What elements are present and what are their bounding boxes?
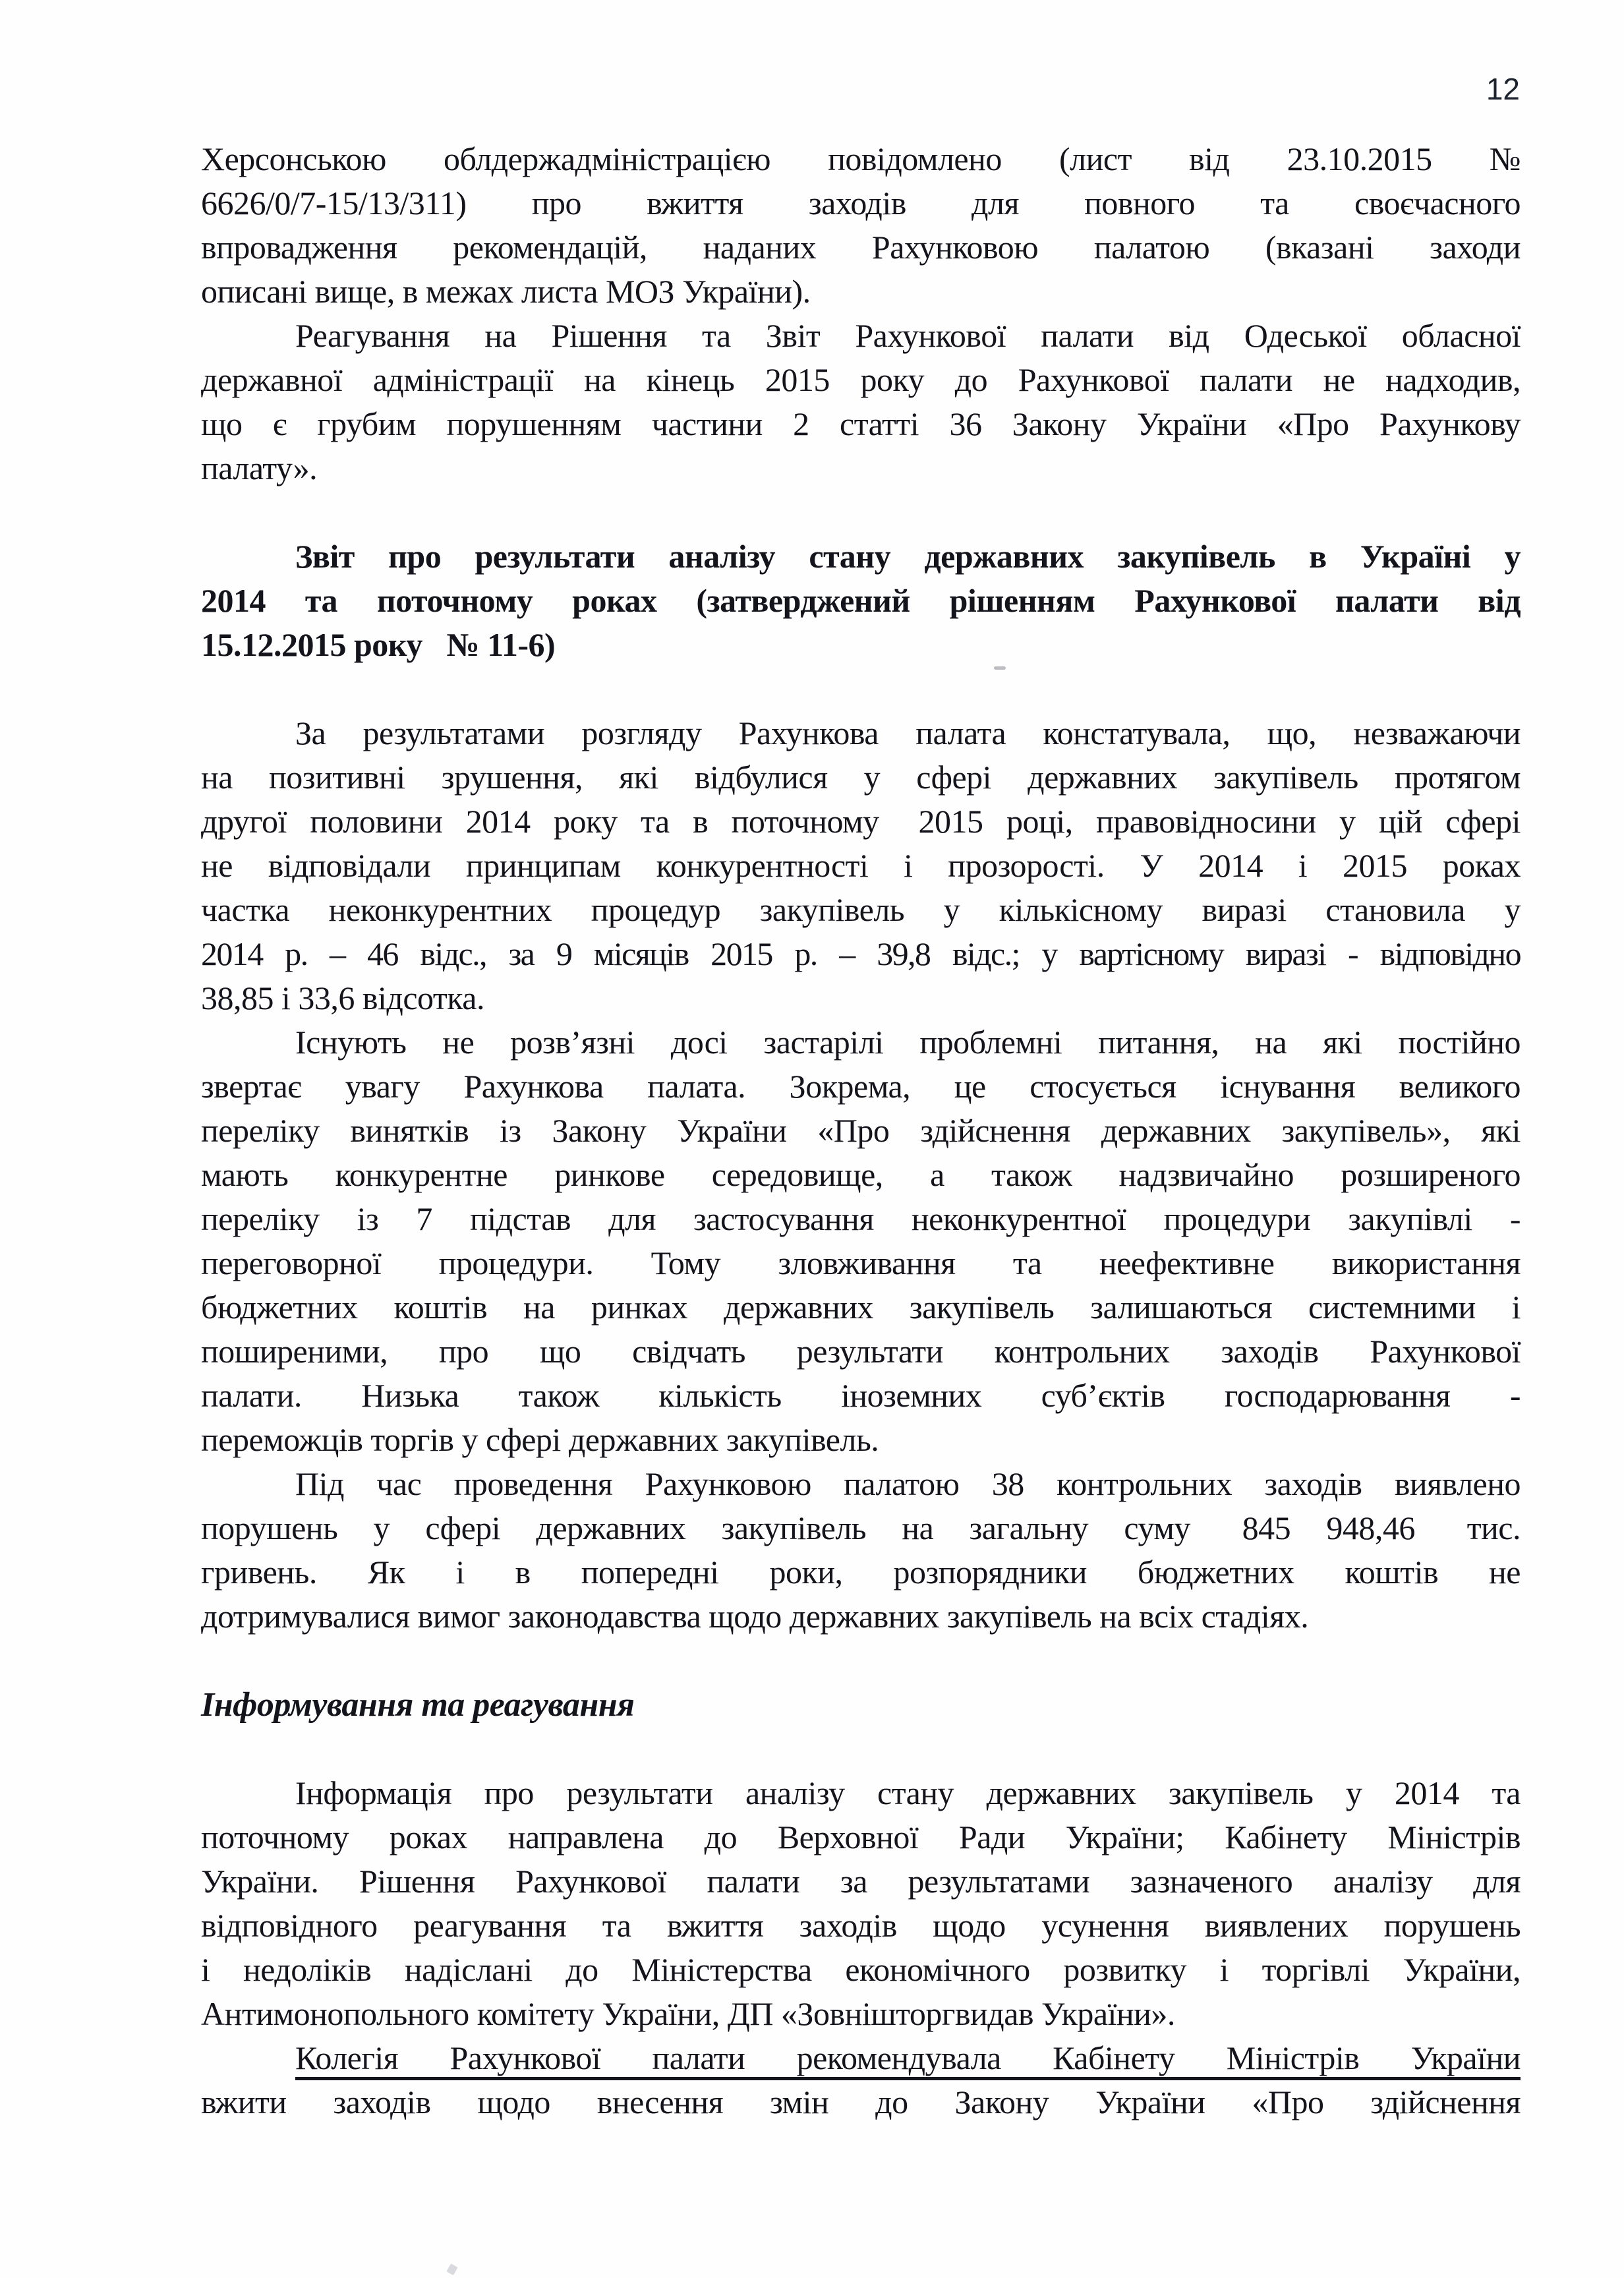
- text-line: відповідного реагування та вжиття заходів щодо усунення виявлених порушень: [201, 1907, 1521, 1944]
- text-line: переліку винятків із Закону України «Про здійснення державних закупівель», які: [201, 1112, 1521, 1149]
- heading-line: Звіт про результати аналізу стану державних закупівель в Україні у: [295, 538, 1521, 575]
- paragraph-collegium-recommendation: [201, 2036, 1521, 2124]
- text-line: 38,85 і 33,6 відсотка.: [201, 979, 484, 1016]
- text-line: вжити заходів щодо внесення змін до Закону України «Про здійснення: [201, 2084, 1521, 2120]
- text-line: поточному роках направлена до Верховної Ради України; Кабінету Міністрів: [201, 1819, 1521, 1855]
- text-line: порушень у сфері державних закупівель на загальну суму 845 948,46 тис.: [201, 1509, 1521, 1546]
- text-line: дотримувалися вимог законодавства щодо державних закупівель на всіх стадіях.: [201, 1598, 1309, 1635]
- scan-artifact-dash: [994, 666, 1006, 670]
- paragraph-problem-issues: [201, 1020, 1521, 1462]
- heading-line: 15.12.2015 року № 11-6): [201, 626, 556, 663]
- text-line: переліку із 7 підстав для застосування неконкурентної процедури закупівлі -: [201, 1200, 1521, 1237]
- text-line: впровадження рекомендацій, наданих Рахунковою палатою (вказані заходи: [201, 229, 1521, 266]
- text-line: державної адміністрації на кінець 2015 року до Рахункової палати не надходив,: [201, 361, 1521, 398]
- text-line: описані вище, в межах листа МОЗ України).: [201, 273, 811, 310]
- paragraph-analysis-results: [201, 711, 1521, 1020]
- underlined-text: Колегія Рахункової палати рекомендувала Кабінету Міністрів України: [295, 2039, 1521, 2076]
- page-number: 12: [1486, 72, 1520, 106]
- text-line: [201, 2036, 1521, 2080]
- text-line: Антимонопольного комітету України, ДП «Зовнішторгвидав України».: [201, 1995, 1175, 2032]
- document-body: [201, 137, 1521, 2124]
- scan-artifact-speck: [446, 2263, 457, 2275]
- paragraph-information-sent: [201, 1771, 1521, 2036]
- text-line: Херсонською облдержадміністрацією повідомлено (лист від 23.10.2015 №: [201, 140, 1521, 177]
- report-title-heading: [201, 535, 1521, 667]
- text-line: на позитивні зрушення, які відбулися у сфері державних закупівель протягом: [201, 759, 1521, 796]
- text-line: палати. Низька також кількість іноземних суб’єктів господарювання -: [201, 1377, 1521, 1414]
- text-line: гривень. Як і в попередні роки, розпорядники бюджетних коштів не: [201, 1554, 1521, 1591]
- heading-line: 2014 та поточному роках (затверджений рішенням Рахункової палати від: [201, 582, 1521, 619]
- text-line: Під час проведення Рахунковою палатою 38 контрольних заходів виявлено: [295, 1465, 1521, 1502]
- text-line: 6626/0/7-15/13/311) про вжиття заходів для повного та своєчасного: [201, 185, 1521, 221]
- text-line: частка неконкурентних процедур закупівель у кількісному виразі становила у: [201, 891, 1521, 928]
- paragraph-kherson-oda: [201, 137, 1521, 314]
- text-line: звертає увагу Рахункова палата. Зокрема, це стосується існування великого: [201, 1068, 1521, 1105]
- text-line: і недоліків надіслані до Міністерства економічного розвитку і торгівлі України,: [201, 1951, 1521, 1988]
- text-line: Інформація про результати аналізу стану державних закупівель у 2014 та: [295, 1774, 1521, 1811]
- text-line: бюджетних коштів на ринках державних закупівель залишаються системними і: [201, 1289, 1521, 1326]
- text-line: другої половини 2014 року та в поточному 2015 році, правовідносини у цій сфері: [201, 803, 1521, 840]
- text-line: палату».: [201, 450, 318, 486]
- text-line: переможців торгів у сфері державних закупівель.: [201, 1421, 879, 1458]
- text-line: мають конкурентне ринкове середовище, а також надзвичайно розширеного: [201, 1156, 1521, 1193]
- text-line: не відповідали принципам конкурентності і прозорості. У 2014 і 2015 роках: [201, 847, 1521, 884]
- paragraph-odesa-oda: [201, 314, 1521, 490]
- text-line: України. Рішення Рахункової палати за результатами зазначеного аналізу для: [201, 1863, 1521, 1900]
- paragraph-control-measures: [201, 1462, 1521, 1639]
- text-line: 2014 р. – 46 відс., за 9 місяців 2015 р. – 39,8 відс.; у вартісному виразі - відповідно: [201, 935, 1521, 972]
- text-line: переговорної процедури. Тому зловживання та неефективне використання: [201, 1244, 1521, 1281]
- text-line: Реагування на Рішення та Звіт Рахункової палати від Одеської обласної: [295, 317, 1521, 354]
- section-heading-informing: Інформування та реагування: [201, 1686, 635, 1724]
- text-line: За результатами розгляду Рахункова палата констатувала, що, незважаючи: [295, 715, 1521, 751]
- text-line: поширеними, про що свідчать результати контрольних заходів Рахункової: [201, 1333, 1521, 1370]
- text-line: Існують не розв’язні досі застарілі проблемні питання, на які постійно: [295, 1024, 1521, 1061]
- text-line: що є грубим порушенням частини 2 статті 36 Закону України «Про Рахункову: [201, 405, 1521, 442]
